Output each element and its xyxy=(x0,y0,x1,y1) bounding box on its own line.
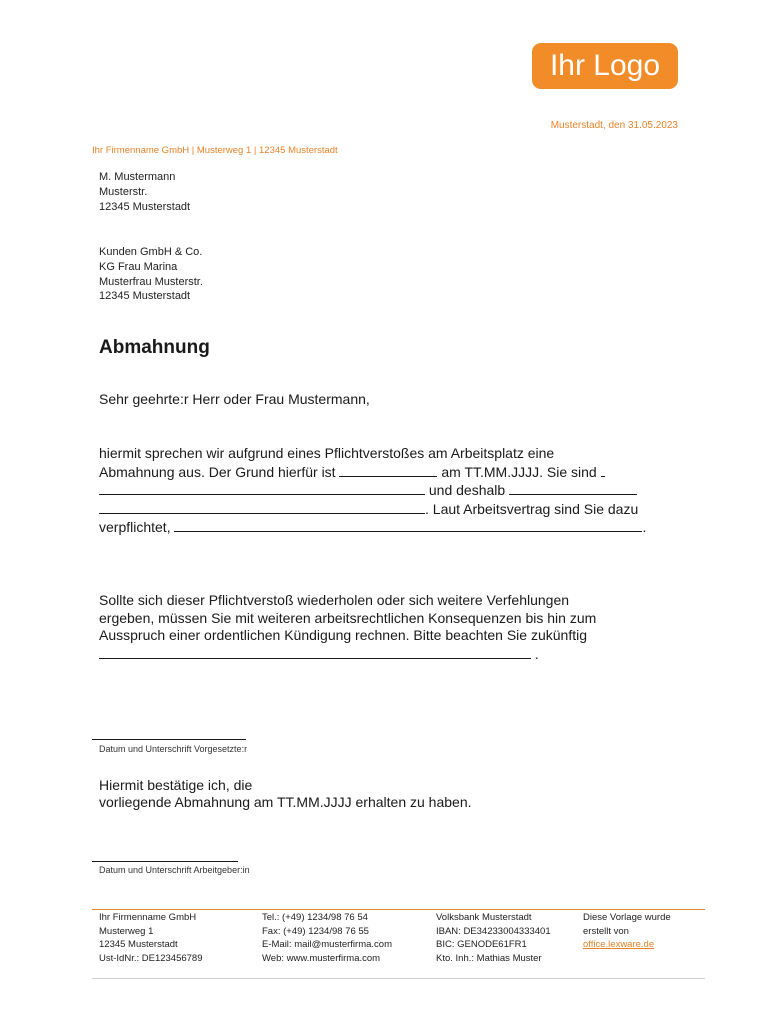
blank-field[interactable] xyxy=(99,645,531,659)
footer-line: Ust-IdNr.: DE123456789 xyxy=(99,952,203,964)
lexware-link[interactable]: office.lexware.de xyxy=(583,939,655,951)
text-line: hiermit sprechen wir aufgrund eines Pflichtverstoßes am Arbeitsplatz eine xyxy=(99,445,555,461)
text-line xyxy=(99,500,669,519)
text-segment: . xyxy=(531,645,539,662)
footer-bank xyxy=(436,911,551,965)
blank-field[interactable] xyxy=(509,481,637,495)
footer-contact xyxy=(262,911,392,965)
address-line: Musterfrau Musterstr. xyxy=(99,275,203,288)
text-segment: und deshalb xyxy=(425,482,510,498)
employee-signature-line[interactable] xyxy=(92,861,238,862)
footer-line: Fax: (+49) 1234/98 76 55 xyxy=(262,925,369,937)
footer-line: erstellt von xyxy=(583,925,629,937)
footer-line: E-Mail: mail@musterfirma.com xyxy=(262,939,392,951)
text-line xyxy=(99,481,669,500)
document-title: Abmahnung xyxy=(99,337,210,358)
footer-line: Kto. Inh.: Mathias Muster xyxy=(436,952,542,964)
supervisor-signature-label: Datum und Unterschrift Vorgesetzte:r xyxy=(99,744,248,754)
paragraph-reason xyxy=(99,445,669,537)
text-line: ergeben, müssen Sie mit weiteren arbeitsrechtlichen Konsequenzen bis hin zum xyxy=(99,609,597,626)
footer-line: Ihr Firmenname GmbH xyxy=(99,912,197,923)
text-segment: . Laut Arbeitsvertrag sind Sie dazu xyxy=(425,500,639,517)
footer-divider xyxy=(92,909,705,910)
company-logo: Ihr Logo xyxy=(532,43,678,89)
text-line xyxy=(99,463,669,482)
recipient-line: M. Mustermann xyxy=(99,171,176,183)
second-address xyxy=(99,245,203,304)
text-line: vorliegende Abmahnung am TT.MM.JJJJ erhalten zu haben. xyxy=(99,794,472,810)
supervisor-signature-line[interactable] xyxy=(92,739,246,740)
footer-line: Tel.: (+49) 1234/98 76 54 xyxy=(262,912,368,923)
address-line: Kunden GmbH & Co. xyxy=(99,246,203,258)
blank-field[interactable] xyxy=(601,463,605,477)
footer-company xyxy=(99,911,203,965)
text-segment: Abmahnung aus. Der Grund hierfür ist xyxy=(99,463,340,480)
text-line xyxy=(99,518,669,537)
text-segment: am TT.MM.JJJJ. Sie sind xyxy=(437,463,601,480)
recipient-line: Musterstr. xyxy=(99,185,148,198)
address-line: KG Frau Marina xyxy=(99,260,178,273)
sender-line: Ihr Firmenname GmbH | Musterweg 1 | 12345 Musterstadt xyxy=(92,145,338,156)
paragraph-warning xyxy=(99,592,669,663)
text-line: Hiermit bestätige ich, die xyxy=(99,777,253,793)
blank-field[interactable] xyxy=(99,481,425,495)
text-line: Ausspruch einer ordentlichen Kündigung rechnen. Bitte beachten Sie zukünftig xyxy=(99,627,587,643)
blank-field[interactable] xyxy=(174,518,642,532)
employee-signature-label: Datum und Unterschrift Arbeitgeber:in xyxy=(99,865,250,875)
recipient-line: 12345 Musterstadt xyxy=(99,200,191,213)
address-line: 12345 Musterstadt xyxy=(99,290,191,303)
text-segment: . xyxy=(642,519,647,535)
footer-line: 12345 Musterstadt xyxy=(99,939,178,951)
text-line xyxy=(99,645,669,664)
footer-line: Web: www.musterfirma.com xyxy=(262,952,381,964)
footer-line: BIC: GENODE61FR1 xyxy=(436,939,527,951)
footer-line: Diese Vorlage wurde xyxy=(583,912,671,923)
blank-field[interactable] xyxy=(99,500,425,514)
footer-credit xyxy=(583,911,671,952)
confirmation-text xyxy=(99,777,472,811)
footer-bottom-divider xyxy=(92,978,705,979)
blank-field[interactable] xyxy=(339,463,437,477)
footer-line: IBAN: DE34233004333401 xyxy=(436,925,551,937)
letter-date: Musterstadt, den 31.05.2023 xyxy=(550,120,678,131)
footer-line: Volksbank Musterstadt xyxy=(436,912,532,923)
text-line: Sollte sich dieser Pflichtverstoß wiederholen oder sich weitere Verfehlungen xyxy=(99,592,570,608)
footer-line: Musterweg 1 xyxy=(99,925,154,937)
recipient-address xyxy=(99,170,190,214)
salutation: Sehr geehrte:r Herr oder Frau Mustermann, xyxy=(99,391,370,407)
text-segment: verpflichtet, xyxy=(99,519,175,535)
